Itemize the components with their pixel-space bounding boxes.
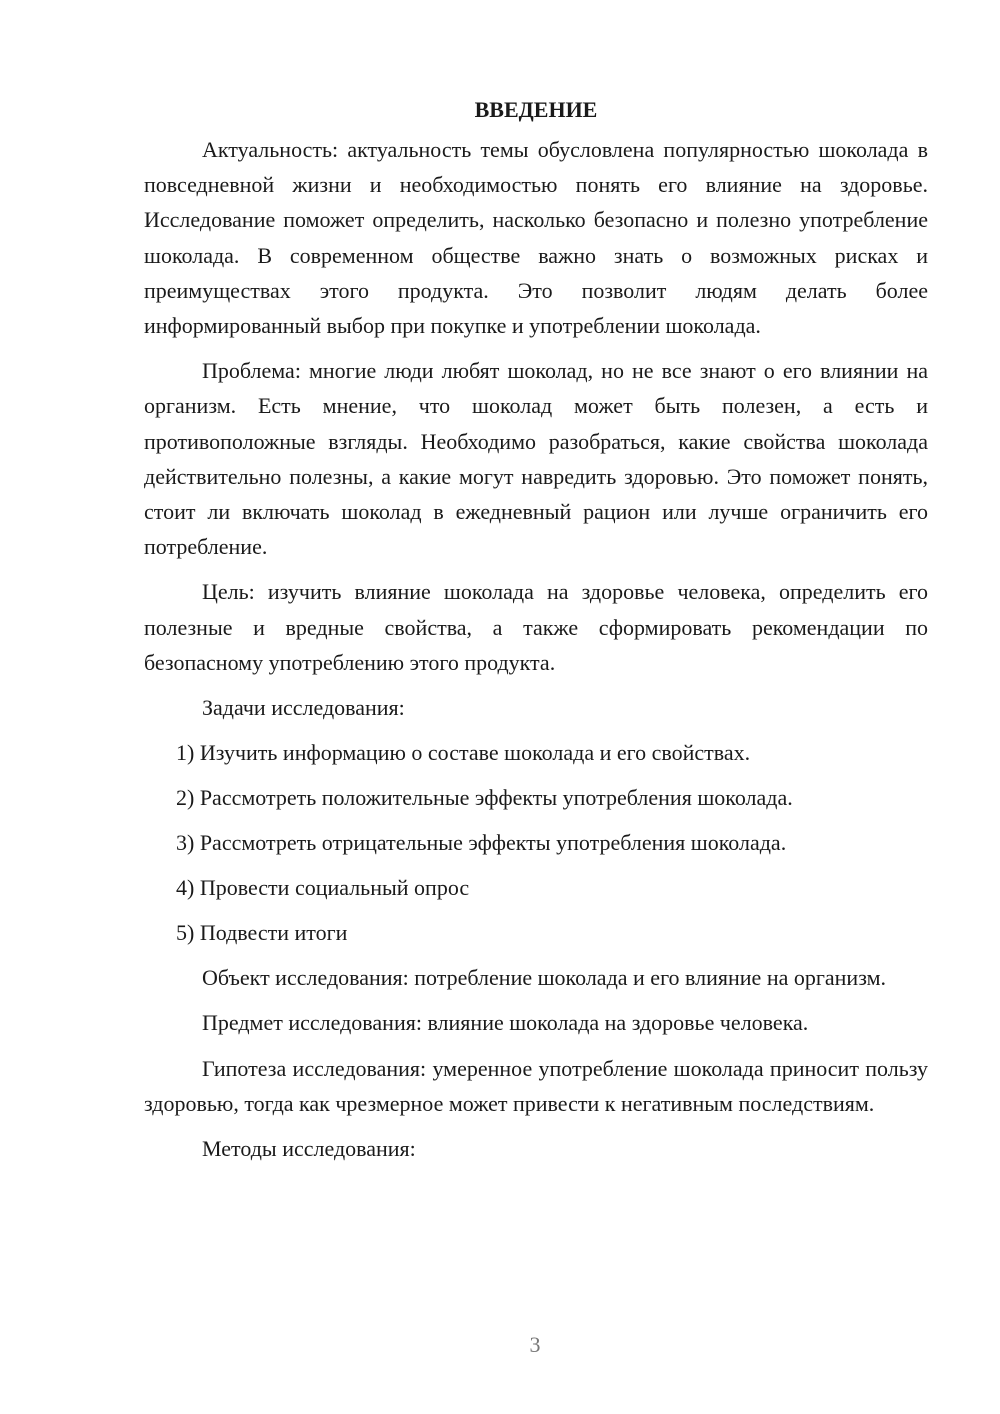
paragraph-hypothesis: Гипотеза исследования: умеренное употребление шоколада приносит пользу здоровью, тогда как чрезмерное может привести к негативным последствиям. bbox=[144, 1055, 928, 1116]
paragraph-object: Объект исследования: потребление шоколада и его влияние на организм. bbox=[202, 965, 886, 991]
paragraph-subject: Предмет исследования: влияние шоколада на здоровье человека. bbox=[202, 1010, 809, 1036]
task-item: 2) Рассмотреть положительные эффекты употребления шоколада. bbox=[176, 785, 793, 811]
task-item: 4) Провести социальный опрос bbox=[176, 875, 470, 901]
task-item: 3) Рассмотреть отрицательные эффекты употребления шоколада. bbox=[176, 830, 787, 856]
tasks-list bbox=[144, 735, 928, 950]
tasks-heading: Задачи исследования: bbox=[202, 695, 405, 721]
methods-heading: Методы исследования: bbox=[202, 1136, 416, 1162]
paragraph-problem: Проблема: многие люди любят шоколад, но не все знают о его влиянии на организм. Есть мнение, что шоколад может быть полезен, а есть и противоположные взгляды. Необходимо разобраться, какие свойства шоколада действительно полезны, а какие могут навредить здоровью. Это поможет понять, стоит ли включать шоколад в ежедневный рацион или лучше ограничить его потребление. bbox=[144, 358, 928, 560]
paragraph-relevance: Актуальность: актуальность темы обусловлена популярностью шоколада в повседневной жизни и необходимостью понять его влияние на здоровье. Исследование поможет определить, насколько безопасно и полезно употребление шоколада. В современном обществе важно знать о возможных рисках и преимуществах этого продукта. Это позволит людям делать более информированный выбор при покупке и употреблении шоколада. bbox=[144, 137, 928, 339]
task-item: 1) Изучить информацию о составе шоколада и его свойствах. bbox=[176, 740, 751, 766]
page-number: 3 bbox=[529, 1332, 541, 1357]
document-body bbox=[144, 92, 928, 1176]
section-title: ВВЕДЕНИЕ bbox=[474, 97, 598, 122]
task-item: 5) Подвести итоги bbox=[176, 920, 348, 946]
paragraph-goal: Цель: изучить влияние шоколада на здоровье человека, определить его полезные и вредные свойства, а также сформировать рекомендации по безопасному употреблению этого продукта. bbox=[144, 579, 928, 675]
